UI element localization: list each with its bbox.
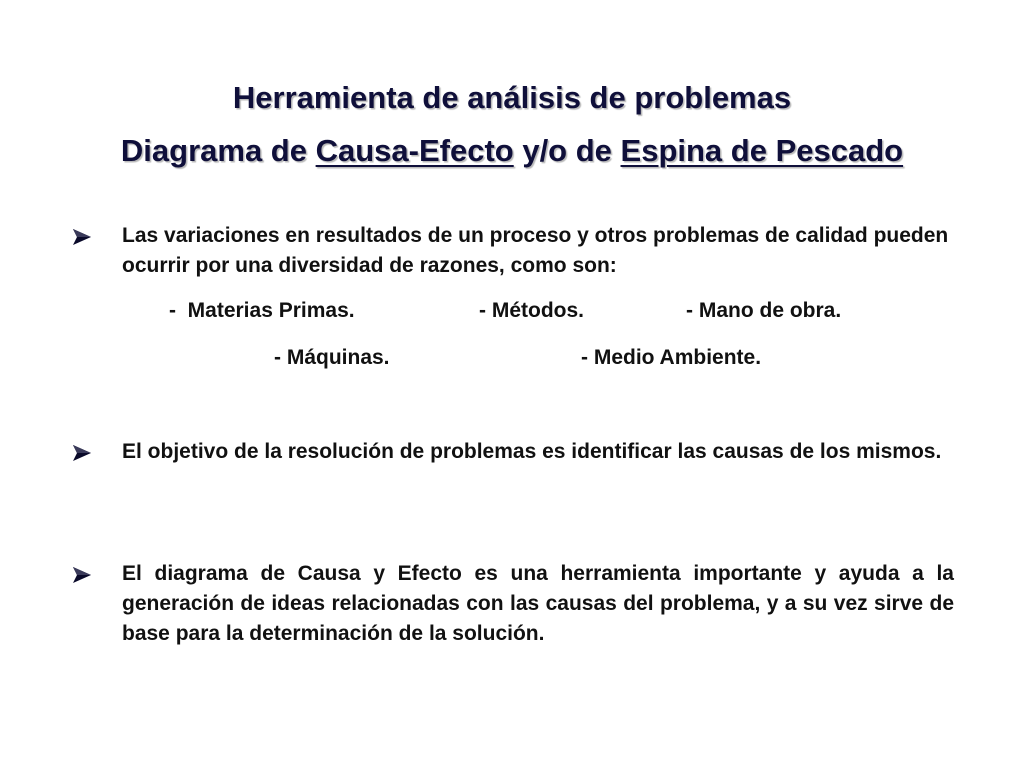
bullet-text: El diagrama de Causa y Efecto es una herramienta importante y ayuda a la generación de ideas relacionadas con las causas del problema, y a su vez sirve de base para la determinación de la solución. (122, 562, 954, 645)
arrow-bullet-icon (72, 444, 92, 462)
bullet-text: Las variaciones en resultados de un proceso y otros problemas de calidad pueden ocurrir por una diversidad de razones, como son: (122, 224, 949, 277)
arrow-bullet-icon (72, 566, 92, 584)
bullet-item-diagrama (122, 559, 954, 649)
cause-metodos: - Métodos. (479, 299, 584, 322)
causa-efecto-link[interactable]: Causa-Efecto (315, 133, 514, 168)
title-line-1: Herramienta de análisis de problemas (232, 80, 792, 115)
espina-de-pescado-link[interactable]: Espina de Pescado (620, 133, 904, 168)
subtitle-prefix: Diagrama de (120, 133, 316, 168)
cause-mano-de-obra: - Mano de obra. (686, 299, 842, 322)
arrow-bullet-icon (72, 228, 92, 246)
cause-materias-primas: - Materias Primas. (169, 299, 355, 322)
bullet-item-variaciones (122, 221, 954, 281)
slide-title (0, 78, 1024, 118)
slide-subtitle (0, 131, 1024, 171)
cause-maquinas: - Máquinas. (274, 346, 390, 369)
cause-medio-ambiente: - Medio Ambiente. (581, 346, 762, 369)
subtitle-middle: y/o de (513, 133, 621, 168)
bullet-item-objetivo (122, 437, 954, 467)
bullet-text: El objetivo de la resolución de problemas es identificar las causas de los mismos. (122, 440, 942, 463)
